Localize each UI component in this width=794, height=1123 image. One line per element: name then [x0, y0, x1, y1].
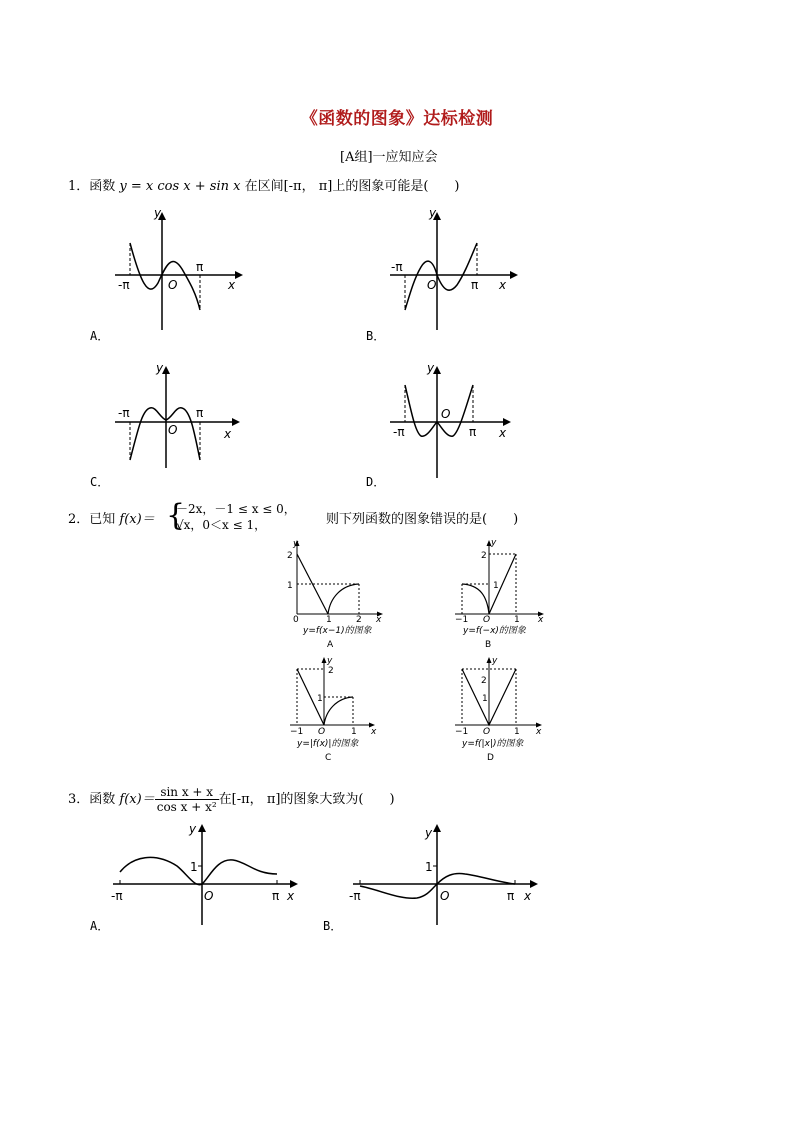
x-axis-arrow [530, 880, 538, 888]
x-label: x [499, 278, 507, 292]
option-b[interactable]: B． [323, 919, 343, 933]
y-axis-arrow [433, 366, 441, 374]
x-label: x [224, 427, 232, 441]
y-label: y [491, 538, 497, 548]
y-label: y [425, 826, 433, 840]
question-3-text [68, 785, 395, 814]
piecewise-brace: { [166, 498, 186, 533]
y-tick-1: 1 [482, 694, 488, 704]
q1-graph-d [385, 360, 525, 480]
graph-letter[interactable]: A [327, 640, 334, 650]
q2-graph-d [450, 655, 550, 770]
y-label: y [327, 656, 333, 666]
question-suffix: 在区间[-π， π]上的图象可能是( ) [240, 179, 460, 194]
origin-label: O [427, 278, 437, 292]
y-axis-arrow [198, 824, 206, 832]
origin-label: O [441, 407, 451, 421]
y-label: y [189, 822, 197, 836]
numerator: sin x + x [155, 785, 219, 800]
denominator: cos x + x² [156, 800, 217, 814]
pi-label: π [272, 889, 280, 903]
x-label: x [524, 889, 532, 903]
question-2-number [68, 508, 155, 527]
pi-label: π [471, 278, 479, 292]
q3-graph-b [345, 820, 545, 925]
option-d[interactable]: D． [366, 475, 386, 489]
curve-sqrt [324, 697, 353, 725]
function-name: f(x)＝ [119, 792, 155, 807]
y-tick-2: 2 [328, 666, 334, 676]
pi-label: π [507, 889, 515, 903]
pi-label: π [196, 406, 204, 420]
y-axis-arrow [487, 657, 492, 663]
curve [120, 857, 277, 884]
q2-graph-c [285, 655, 385, 770]
neg-pi-label: -π [391, 260, 403, 274]
q1-graph-c [110, 360, 250, 470]
y-tick-2: 2 [481, 551, 487, 561]
page-title: 《函数的图象》达标检测 [300, 109, 494, 129]
q2-graph-a [285, 538, 385, 653]
question-1-text [68, 175, 460, 194]
x-label: x [536, 727, 542, 737]
y-tick-1: 1 [317, 694, 323, 704]
option-c[interactable]: C． [90, 475, 110, 489]
y-label: y [429, 206, 437, 220]
question-prefix: 函数 [89, 792, 120, 807]
graph-letter[interactable]: B [485, 640, 492, 650]
question-prefix: 函数 [89, 179, 120, 194]
y-tick-2: 2 [287, 551, 293, 561]
origin-label: O [204, 889, 214, 903]
fraction [155, 785, 219, 814]
graph-letter[interactable]: C [325, 753, 332, 763]
graph-letter[interactable]: D [487, 753, 494, 763]
x-axis-arrow [232, 418, 240, 426]
formula: y = x cos x + sin x [119, 179, 241, 194]
x-label: x [499, 426, 507, 440]
piecewise-case-2: √x，0＜x ≤ 1， [176, 518, 267, 532]
x-label: x [376, 615, 382, 625]
curve-sqrt [462, 584, 489, 614]
origin-label: O [168, 278, 178, 292]
x-axis-arrow [235, 271, 243, 279]
x-tick-1: 1 [514, 727, 520, 737]
x-tick-neg1: −1 [290, 727, 304, 737]
x-tick-1: 1 [514, 615, 520, 625]
neg-pi-label: -π [349, 889, 361, 903]
curve [130, 243, 200, 310]
question-suffix: 在[-π， π]的图象大致为( ) [218, 792, 395, 807]
question-number: 2． [68, 512, 90, 527]
x-axis-arrow [510, 271, 518, 279]
graph-caption: y=|f(x)|的图象 [297, 739, 359, 749]
question-number: 1． [68, 179, 90, 194]
y-label: y [156, 361, 164, 375]
question-prefix: 已知 [89, 512, 120, 527]
option-a[interactable]: A． [90, 919, 110, 933]
y-label: y [154, 206, 162, 220]
origin-label: O [168, 423, 178, 437]
x-tick-origin: O [483, 615, 491, 625]
pi-label: π [469, 425, 477, 439]
neg-pi-label: -π [393, 425, 405, 439]
graph-caption: y=f(|x|)的图象 [462, 739, 524, 749]
q1-graph-b [385, 205, 525, 335]
x-axis-arrow [290, 880, 298, 888]
curve [405, 243, 477, 310]
y-tick-1: 1 [287, 581, 293, 591]
graph-caption: y=f(x−1)的图象 [303, 626, 372, 636]
question-2-suffix: 则下列函数的图象错误的是( ) [326, 512, 519, 527]
y-axis-arrow [162, 366, 170, 374]
y-label: y [492, 656, 498, 666]
x-tick-2: 2 [356, 615, 362, 625]
x-tick-origin: O [483, 727, 491, 737]
x-tick-1: 1 [351, 727, 357, 737]
x-label: x [538, 615, 544, 625]
y-label: y [293, 539, 299, 549]
x-label: x [228, 278, 236, 292]
pi-label: π [196, 260, 204, 274]
y-axis-arrow [322, 657, 327, 663]
graph-caption: y=f(−x)的图象 [463, 626, 526, 636]
x-tick-1: 1 [326, 615, 332, 625]
y-axis-arrow [433, 824, 441, 832]
y-label: y [427, 361, 435, 375]
one-label: 1 [425, 860, 433, 874]
one-label: 1 [190, 860, 198, 874]
x-label: x [287, 889, 295, 903]
origin-label: O [440, 889, 450, 903]
y-tick-2: 2 [481, 676, 487, 686]
y-tick-1: 1 [493, 581, 499, 591]
option-b[interactable]: B． [366, 329, 386, 343]
question-number: 3． [68, 792, 90, 807]
x-tick-origin: O [318, 727, 326, 737]
neg-pi-label: -π [118, 406, 130, 420]
curve [405, 385, 473, 436]
q3-graph-a [105, 820, 305, 925]
curve [130, 408, 200, 460]
function-name: f(x)＝ [119, 512, 155, 527]
neg-pi-label: -π [118, 278, 130, 292]
x-tick-0: 0 [293, 615, 299, 625]
section-subtitle: [A组]一应知应会 [340, 150, 438, 165]
option-a[interactable]: A． [90, 329, 110, 343]
q1-graph-a [110, 205, 250, 335]
curve-sqrt [328, 584, 359, 614]
piecewise-case-1: －2x，－1 ≤ x ≤ 0， [176, 502, 296, 516]
x-tick-neg1: −1 [455, 615, 469, 625]
x-label: x [371, 727, 377, 737]
x-tick-neg1: −1 [455, 727, 469, 737]
q2-graph-b [450, 538, 550, 653]
neg-pi-label: -π [111, 889, 123, 903]
x-axis-arrow [503, 418, 511, 426]
